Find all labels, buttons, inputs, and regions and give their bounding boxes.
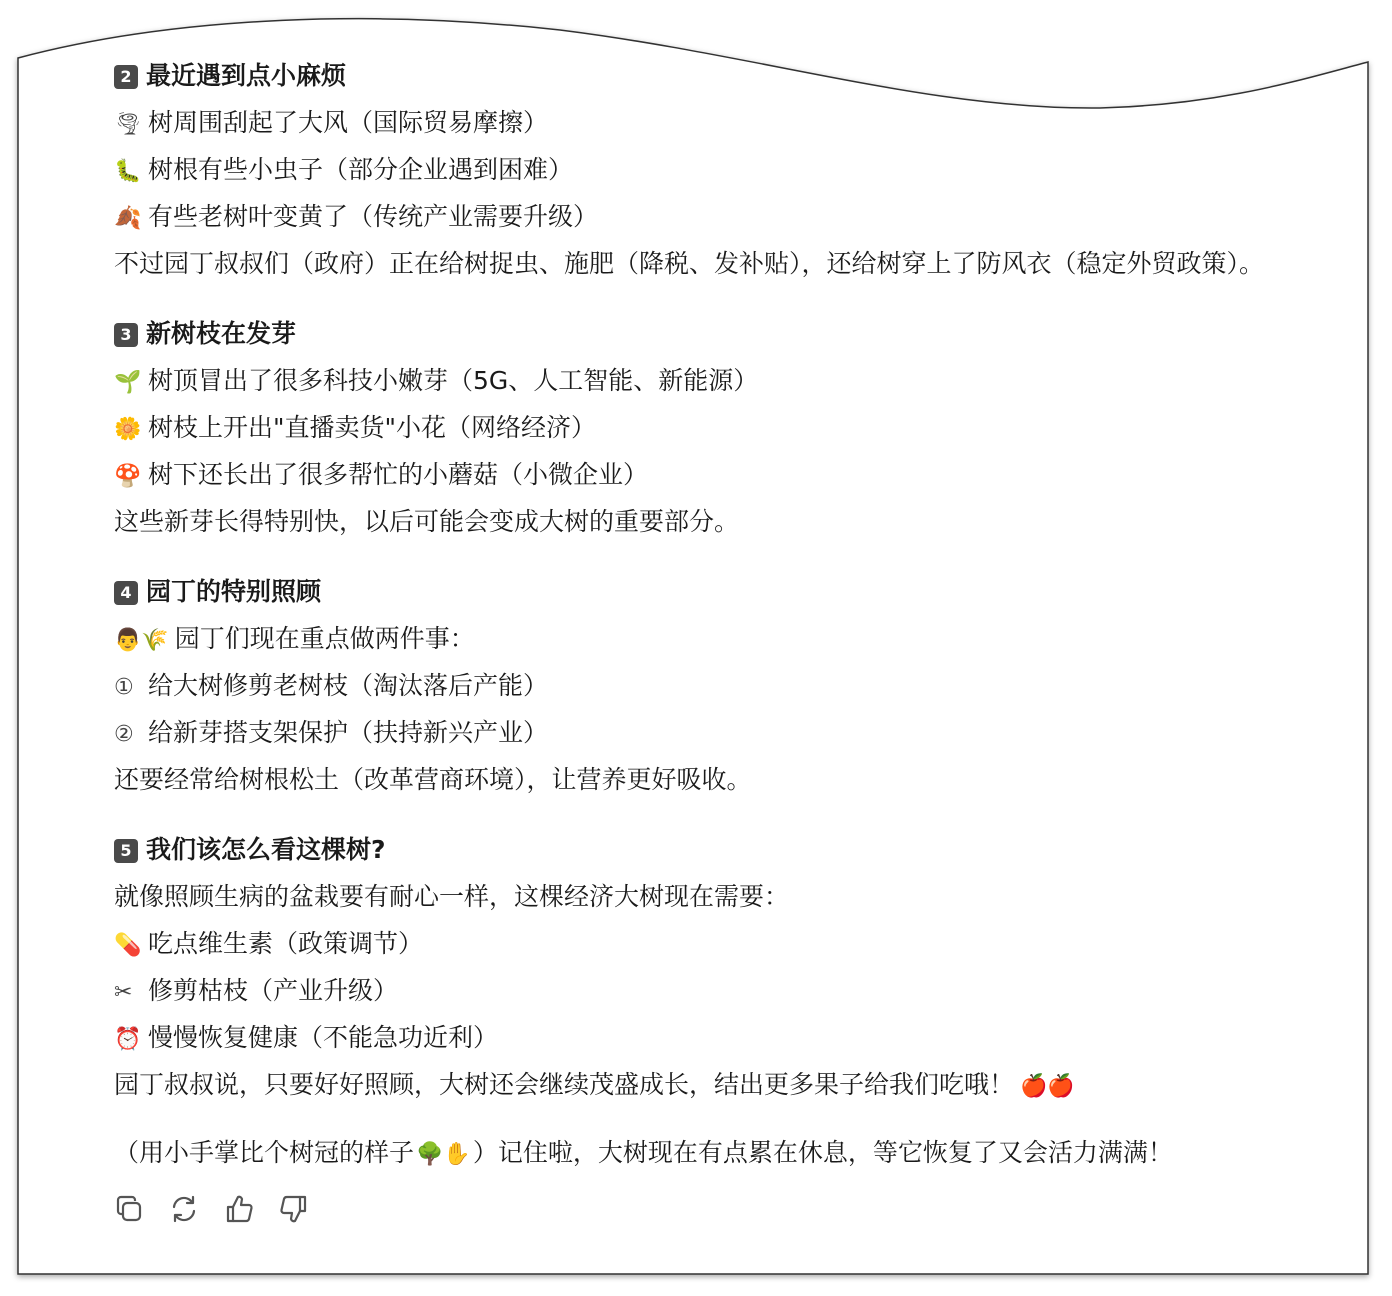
circled-one-icon: ① (114, 675, 134, 700)
like-button[interactable] (222, 1192, 256, 1226)
section-summary: 不过园丁叔叔们（政府）正在给树捉虫、施肥（降税、发补贴），还给树穿上了防风衣（稳定外贸政策）。 (114, 249, 1265, 278)
keycap-4-icon: 4 (114, 581, 138, 605)
list-item: ② 给新芽搭支架保护（扶持新兴产业） (114, 709, 1364, 756)
leaf-icon: 🍂 (114, 206, 142, 231)
thumbs-down-icon (278, 1193, 310, 1225)
closing-text: （用小手掌比个树冠的样子🌳✋）记住啦，大树现在有点累在休息，等它恢复了又会活力满满！ (114, 1129, 1364, 1176)
section-5-heading: 5 我们该怎么看这棵树? (114, 826, 1364, 873)
list-item: 🐛 树根有些小虫子（部分企业遇到困难） (114, 146, 1364, 193)
scissors-icon: ✂ (114, 980, 133, 1005)
list-item: 🍄 树下还长出了很多帮忙的小蘑菇（小微企业） (114, 451, 1364, 498)
section-intro: 👨🌾 园丁们现在重点做两件事： (114, 615, 1364, 662)
gardener-icon: 👨🌾 (114, 628, 169, 653)
circled-two-icon: ② (114, 722, 134, 747)
copy-button[interactable] (112, 1192, 146, 1226)
copy-icon (113, 1193, 145, 1225)
section-summary: 这些新芽长得特别快，以后可能会变成大树的重要部分。 (114, 507, 740, 536)
section-4-heading: 4 园丁的特别照顾 (114, 568, 1364, 615)
list-item: 🌱 树顶冒出了很多科技小嫩芽（5G、人工智能、新能源） (114, 357, 1364, 404)
section-summary: 园丁叔叔说，只要好好照顾，大树还会继续茂盛成长，结出更多果子给我们吃哦！ 🍎🍎 (114, 1061, 1364, 1108)
flower-icon: 🌼 (114, 417, 142, 442)
dislike-button[interactable] (277, 1192, 311, 1226)
mushroom-icon: 🍄 (114, 464, 142, 489)
keycap-5-icon: 5 (114, 839, 138, 863)
alarm-clock-icon: ⏰ (114, 1027, 142, 1052)
list-item: 🍂 有些老树叶变黄了（传统产业需要升级） (114, 193, 1364, 240)
message-actions (112, 1192, 311, 1226)
regenerate-button[interactable] (167, 1192, 201, 1226)
list-item: ⏰ 慢慢恢复健康（不能急功近利） (114, 1014, 1364, 1061)
seedling-icon: 🌱 (114, 370, 142, 395)
list-item: 🌼 树枝上开出"直播卖货"小花（网络经济） (114, 404, 1364, 451)
message-content (114, 52, 1364, 1176)
list-item: ① 给大树修剪老树枝（淘汰落后产能） (114, 662, 1364, 709)
list-item: 🌪 树周围刮起了大风（国际贸易摩擦） (114, 99, 1364, 146)
list-item: 💊 吃点维生素（政策调节） (114, 920, 1364, 967)
keycap-3-icon: 3 (114, 323, 138, 347)
section-summary: 还要经常给树根松土（改革营商环境），让营养更好吸收。 (114, 765, 752, 794)
pill-icon: 💊 (114, 933, 142, 958)
tree-hand-icon: 🌳✋ (416, 1142, 471, 1167)
tornado-icon: 🌪 (114, 112, 142, 137)
list-item: ✂ 修剪枯枝（产业升级） (114, 967, 1364, 1014)
keycap-2-icon: 2 (114, 65, 138, 89)
section-intro: 就像照顾生病的盆栽要有耐心一样，这棵经济大树现在需要： (114, 882, 790, 911)
thumbs-up-icon (223, 1193, 255, 1225)
section-3-heading: 3 新树枝在发芽 (114, 310, 1364, 357)
apple-icon: 🍎🍎 (1020, 1074, 1075, 1099)
section-2-heading: 2 最近遇到点小麻烦 (114, 52, 1364, 99)
regenerate-icon (168, 1193, 200, 1225)
bug-icon: 🐛 (114, 159, 142, 184)
